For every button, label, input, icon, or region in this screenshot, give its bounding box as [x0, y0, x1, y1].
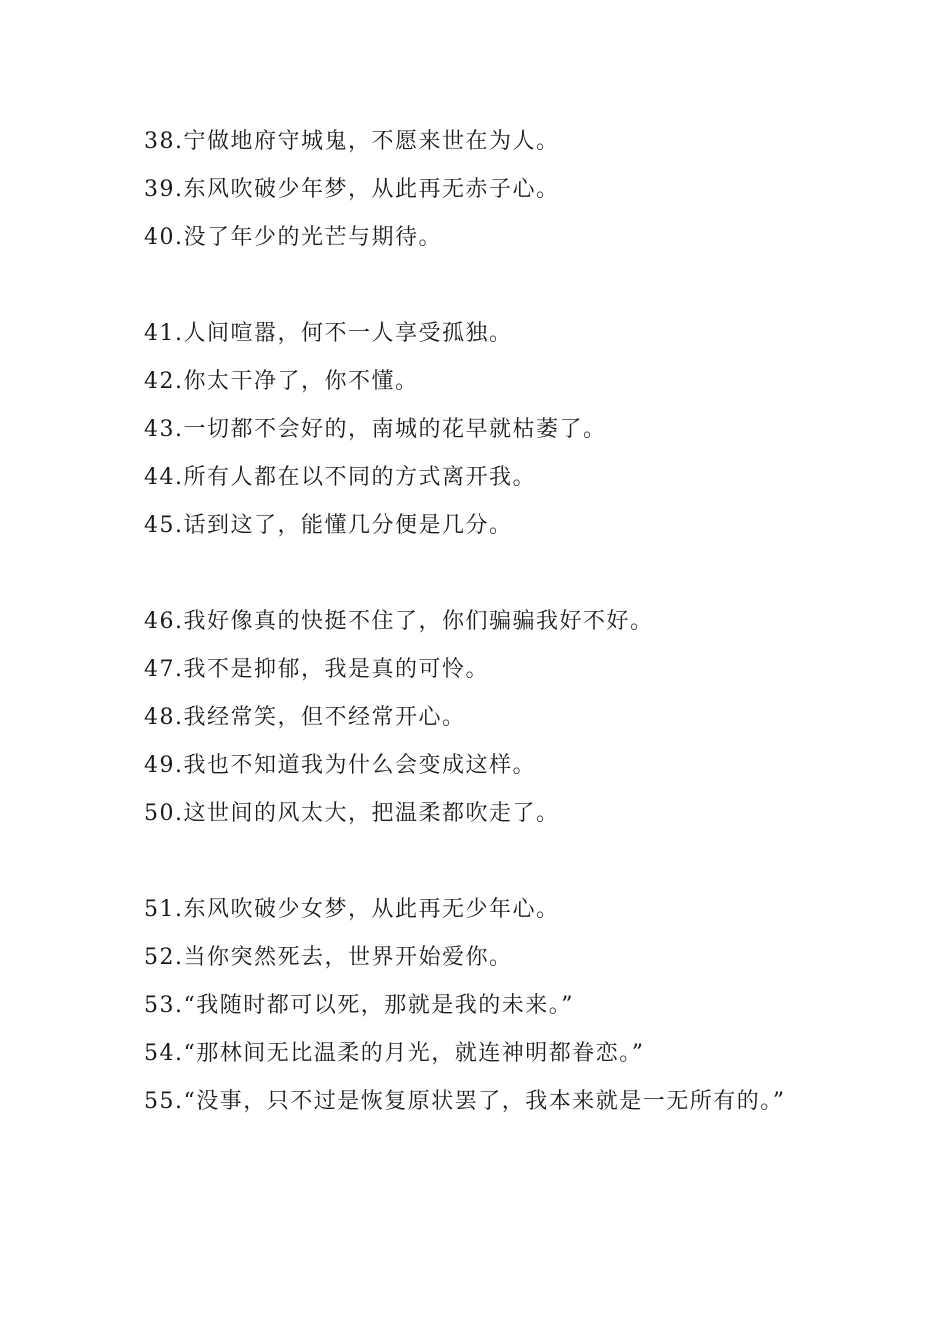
quote-line-48: 48.我经常笑，但不经常开心。: [144, 705, 466, 730]
quote-line-50: 50.这世间的风太大，把温柔都吹走了。: [144, 801, 560, 826]
quote-line-43: 43.一切都不会好的，南城的花早就枯萎了。: [144, 417, 607, 442]
quote-line-41: 41.人间喧嚣，何不一人享受孤独。: [144, 321, 513, 346]
quote-line-55: 55.“没事，只不过是恢复原状罢了，我本来就是一无所有的。”: [144, 1089, 786, 1114]
quote-line-40: 40.没了年少的光芒与期待。: [144, 225, 442, 250]
quote-line-44: 44.所有人都在以不同的方式离开我。: [144, 465, 536, 490]
paragraph-gap: [144, 838, 814, 886]
document-body: [144, 118, 814, 1126]
quote-line-42: 42.你太干净了，你不懂。: [144, 369, 419, 394]
quote-line-47: 47.我不是抑郁，我是真的可怜。: [144, 657, 489, 682]
quote-line-46: 46.我好像真的快挺不住了，你们骗骗我好不好。: [144, 609, 654, 634]
paragraph-gap: [144, 262, 814, 310]
paragraph-gap: [144, 550, 814, 598]
quote-line-52: 52.当你突然死去，世界开始爱你。: [144, 945, 513, 970]
quote-line-39: 39.东风吹破少年梦，从此再无赤子心。: [144, 177, 560, 202]
quote-line-45: 45.话到这了，能懂几分便是几分。: [144, 513, 513, 538]
quote-line-38: 38.宁做地府守城鬼，不愿来世在为人。: [144, 129, 560, 154]
quote-group-3: [144, 598, 814, 838]
quote-line-51: 51.东风吹破少女梦，从此再无少年心。: [144, 897, 560, 922]
quote-group-2: [144, 310, 814, 550]
quote-line-53: 53.“我随时都可以死，那就是我的未来。”: [144, 993, 574, 1018]
quote-line-49: 49.我也不知道我为什么会变成这样。: [144, 753, 536, 778]
quote-group-1: [144, 118, 814, 262]
quote-group-4: [144, 886, 814, 1126]
quote-line-54: 54.“那林间无比温柔的月光，就连神明都眷恋。”: [144, 1041, 645, 1066]
